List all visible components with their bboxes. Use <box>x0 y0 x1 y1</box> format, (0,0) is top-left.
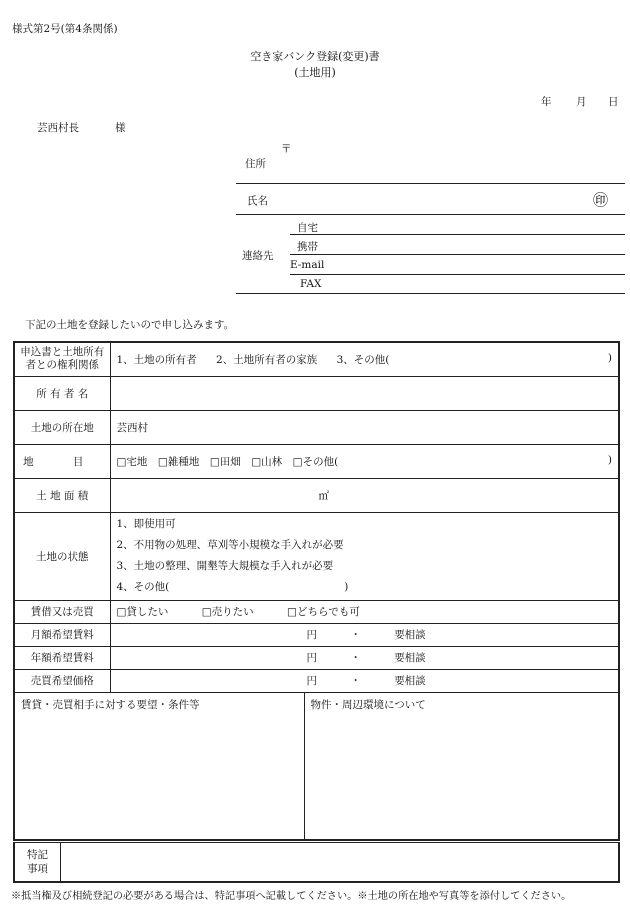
notes-label: 特記事項 <box>15 843 61 881</box>
contact-fax: FAX <box>300 278 322 290</box>
deal-option-lend[interactable]: □貸したい <box>116 606 169 618</box>
requests-label: 賃貸・売買相手に対する要望・条件等 <box>21 698 200 711</box>
deal-option-either[interactable]: □どちらでも可 <box>287 606 360 618</box>
contact-label: 連絡先 <box>242 250 274 262</box>
relation-option-3[interactable]: 3、その他( <box>336 353 390 366</box>
location-label: 土地の所在地 <box>14 410 110 444</box>
table-row <box>14 444 619 478</box>
monthly-rent-field[interactable] <box>110 623 619 646</box>
owner-label: 所 有 者 名 <box>14 376 110 410</box>
owner-field[interactable] <box>110 376 619 410</box>
contact-divider <box>290 234 625 235</box>
table-row <box>14 669 619 692</box>
condition-option-2[interactable]: 2、不用物の処理、草刈等小規模な手入れが必要 <box>116 539 344 551</box>
relation-label: 申込書と土地所有者との権利関係 <box>14 342 110 376</box>
condition-label: 土地の状態 <box>14 512 110 600</box>
area-unit: ㎡ <box>318 489 329 502</box>
contact-home: 自宅 <box>297 222 318 234</box>
environment-field[interactable] <box>304 692 619 840</box>
deal-option-sell[interactable]: □売りたい <box>201 606 254 618</box>
sale-price-consult[interactable]: 要相談 <box>394 675 426 687</box>
addressee-name: 芸西村長 <box>37 122 79 134</box>
monthly-rent-consult[interactable]: 要相談 <box>394 629 426 641</box>
date-day: 日 <box>608 96 619 108</box>
annual-rent-unit: 円 <box>306 652 317 664</box>
sale-price-dot: ・ <box>350 675 361 687</box>
monthly-rent-dot: ・ <box>350 629 361 641</box>
footnote: ※抵当権及び相続登記の必要がある場合は、特記事項へ記載してください。※土地の所在地や写真等を添付してください。 <box>11 891 572 902</box>
name-label: 氏名 <box>247 195 268 207</box>
table-row <box>14 692 619 840</box>
form-subtitle: (土地用) <box>294 66 336 79</box>
relation-field[interactable] <box>110 342 619 376</box>
notes-field[interactable] <box>62 843 618 881</box>
requests-field[interactable] <box>14 692 304 840</box>
condition-option-1[interactable]: 1、即使用可 <box>116 518 176 530</box>
form-number: 様式第2号(第4条関係) <box>12 23 118 35</box>
area-field[interactable] <box>110 478 619 512</box>
sale-price-unit: 円 <box>306 675 317 687</box>
table-row <box>14 376 619 410</box>
table-row <box>14 410 619 444</box>
monthly-rent-label: 月額希望賃料 <box>14 623 110 646</box>
category-options[interactable]: □宅地 □雑種地 □田畑 □山林 □その他( <box>116 455 339 468</box>
seal-mark: ㊞ <box>593 191 609 209</box>
contact-email: E-mail <box>290 259 325 271</box>
deal-label: 賃借又は売買 <box>14 600 110 623</box>
sale-price-label: 売買希望価格 <box>14 669 110 692</box>
category-field[interactable] <box>110 444 619 478</box>
annual-rent-dot: ・ <box>350 652 361 664</box>
relation-option-1[interactable]: 1、土地の所有者 <box>116 353 197 366</box>
table-row <box>14 646 619 669</box>
table-row <box>14 342 619 376</box>
addressee-honorific: 様 <box>115 122 126 134</box>
sale-price-field[interactable] <box>110 669 619 692</box>
notes-row <box>13 842 620 883</box>
date-year: 年 <box>541 96 552 108</box>
category-label: 地 目 <box>14 444 110 478</box>
location-field[interactable]: 芸西村 <box>110 410 619 444</box>
form-title: 空き家バンク登録(変更)書 <box>250 50 380 63</box>
table-row <box>14 623 619 646</box>
table-row <box>14 600 619 623</box>
date-month: 月 <box>576 96 587 108</box>
contact-divider <box>290 254 625 255</box>
table-row <box>14 512 619 600</box>
contact-underline <box>236 293 625 294</box>
area-label: 土 地 面 積 <box>14 478 110 512</box>
annual-rent-label: 年額希望賃料 <box>14 646 110 669</box>
condition-option-4[interactable]: 4、その他( <box>116 581 170 593</box>
address-label: 住所 <box>245 158 266 170</box>
deal-field[interactable] <box>110 600 619 623</box>
relation-option-2[interactable]: 2、土地所有者の家族 <box>216 353 318 366</box>
table-row <box>14 478 619 512</box>
contact-mobile: 携帯 <box>297 241 318 253</box>
name-underline <box>236 214 625 215</box>
address-underline <box>236 183 625 184</box>
intro-text: 下記の土地を登録したいので申し込みます。 <box>25 319 235 331</box>
monthly-rent-unit: 円 <box>306 629 317 641</box>
annual-rent-consult[interactable]: 要相談 <box>394 652 426 664</box>
category-close: ) <box>607 453 612 466</box>
environment-label: 物件・周辺環境について <box>310 698 426 711</box>
annual-rent-field[interactable] <box>110 646 619 669</box>
condition-field[interactable] <box>110 512 619 600</box>
condition-close: ) <box>344 581 349 593</box>
contact-divider <box>290 274 625 275</box>
land-registration-table <box>13 341 620 841</box>
postal-mark: 〒 <box>281 143 292 155</box>
condition-option-3[interactable]: 3、土地の整理、開墾等大規模な手入れが必要 <box>116 560 334 572</box>
relation-close: ) <box>607 351 612 364</box>
